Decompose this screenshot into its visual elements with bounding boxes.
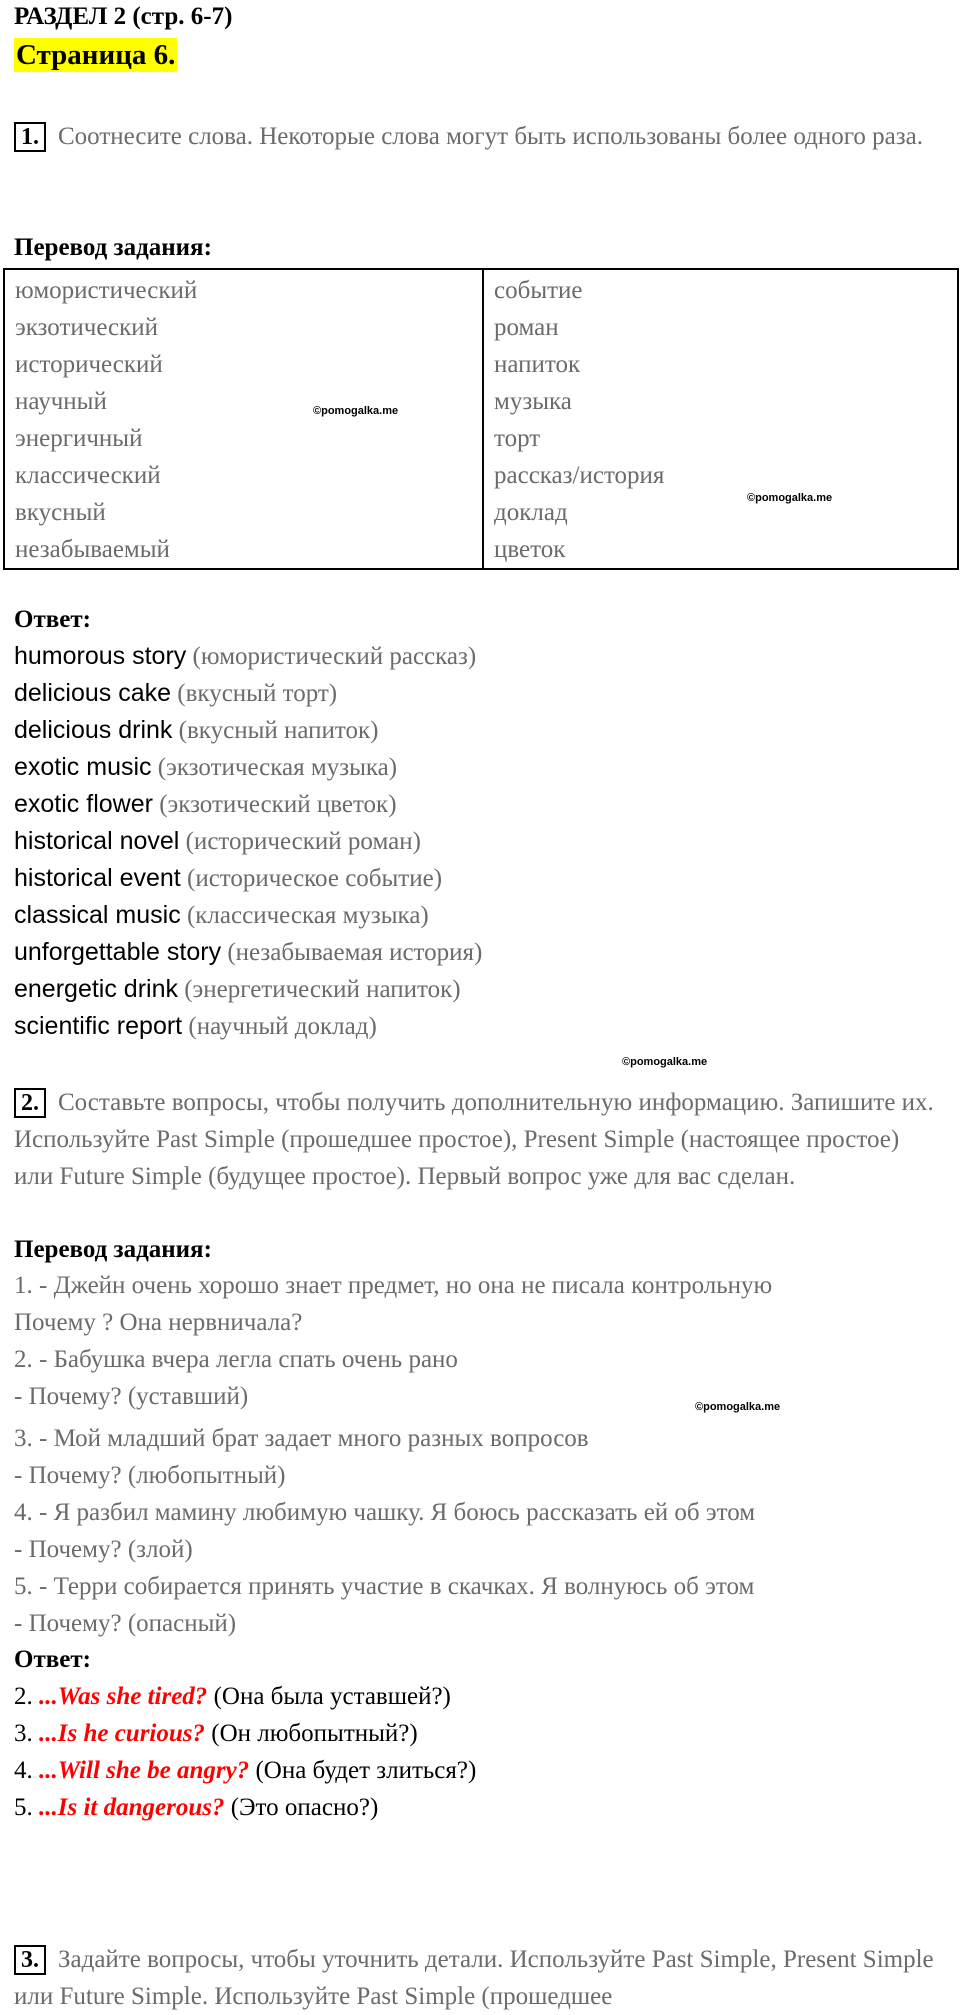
task-text: Соотнесите слова. Некоторые слова могут быть использованы более одного раза. [58, 123, 923, 150]
translation-line: - Почему? (злой) [14, 1536, 193, 1563]
answer-label: Ответ: [14, 606, 91, 633]
translation-line: - Почему? (уставший) [14, 1383, 249, 1410]
task-text: Составьте вопросы, чтобы получить дополнительную информацию. Запишите их. Используйте Past Simple (прошедшее простое), Present Simple (настоящее простое) или Future Simple (будущее простое). Первый вопрос уже для вас сделан. [14, 1089, 934, 1190]
answer-item: historical novel (исторический роман) [14, 827, 421, 855]
answer-label: Ответ: [14, 1646, 91, 1673]
word-item: событие [494, 277, 583, 304]
answer-item: exotic music (экзотическая музыка) [14, 753, 398, 781]
word-item: музыка [494, 388, 572, 415]
word-item: юмористический [15, 277, 198, 304]
word-item: исторический [15, 351, 163, 378]
left-column [4, 269, 483, 569]
task-number: 3. [14, 1945, 46, 1975]
word-item: рассказ/история [494, 462, 665, 489]
watermark: ©pomogalka.me [747, 492, 833, 504]
section-header: РАЗДЕЛ 2 (стр. 6-7) [14, 3, 233, 30]
answer-item: humorous story (юмористический рассказ) [14, 642, 477, 670]
answer-item: 2. ...Was she tired? (Она была уставшей?) [14, 1683, 451, 1710]
watermark: ©pomogalka.me [622, 1056, 708, 1068]
word-item: классический [15, 462, 161, 489]
answer-item: exotic flower (экзотический цветок) [14, 790, 397, 818]
task-1-instruction [14, 118, 944, 155]
right-column [483, 269, 958, 569]
answer-item: delicious drink (вкусный напиток) [14, 716, 379, 744]
translation-line: - Почему? (любопытный) [14, 1462, 286, 1489]
translation-lines [14, 1267, 944, 1415]
task-number: 1. [14, 122, 46, 152]
translation-label: Перевод задания: [14, 234, 212, 261]
answer-item: energetic drink (энергетический напиток) [14, 975, 461, 1003]
translation-line: Почему ? Она нервничала? [14, 1309, 303, 1336]
translation-line: 1. - Джейн очень хорошо знает предмет, но она не писала контрольную [14, 1272, 773, 1299]
task-2-instruction [14, 1084, 944, 1195]
word-item: доклад [494, 499, 568, 526]
translation-table [3, 268, 959, 570]
answer-item: delicious cake (вкусный торт) [14, 679, 338, 707]
answer-item: classical music (классическая музыка) [14, 901, 429, 929]
page-label: Страница 6. [16, 39, 176, 71]
answer-item: scientific report (научный доклад) [14, 1012, 377, 1040]
word-item: экзотический [15, 314, 159, 341]
task-number: 2. [14, 1088, 46, 1118]
watermark: ©pomogalka.me [695, 1401, 781, 1413]
answer-item: unforgettable story (незабываемая история) [14, 938, 483, 966]
task-text: Задайте вопросы, чтобы уточнить детали. Используйте Past Simple, Present Simple или Future Simple. Используйте Past Simple (прошедшее [14, 1946, 934, 2010]
word-item: напиток [494, 351, 581, 378]
answer-item: 5. ...Is it dangerous? (Это опасно?) [14, 1794, 379, 1821]
word-item: научный [15, 388, 107, 415]
watermark: ©pomogalka.me [313, 405, 399, 417]
word-item: цветок [494, 536, 566, 563]
translation-lines [14, 1420, 944, 1642]
translation-line: 4. - Я разбил мамину любимую чашку. Я боюсь рассказать ей об этом [14, 1499, 756, 1526]
task-3-instruction [14, 1941, 944, 2015]
answer-item: 4. ...Will she be angry? (Она будет злиться?) [14, 1757, 477, 1784]
word-item: вкусный [15, 499, 106, 526]
word-item: роман [494, 314, 559, 341]
translation-label: Перевод задания: [14, 1236, 212, 1263]
word-item: торт [494, 425, 541, 452]
answer-item: historical event (историческое событие) [14, 864, 443, 892]
word-item: незабываемый [15, 536, 170, 563]
answer-item: 3. ...Is he curious? (Он любопытный?) [14, 1720, 418, 1747]
translation-line: 5. - Терри собирается принять участие в скачках. Я волнуюсь об этом [14, 1573, 755, 1600]
translation-line: 3. - Мой младший брат задает много разных вопросов [14, 1425, 589, 1452]
answer-list [14, 1678, 944, 1826]
answer-list [14, 638, 944, 1045]
translation-line: 2. - Бабушка вчера легла спать очень рано [14, 1346, 458, 1373]
word-item: энергичный [15, 425, 143, 452]
translation-line: - Почему? (опасный) [14, 1610, 237, 1637]
